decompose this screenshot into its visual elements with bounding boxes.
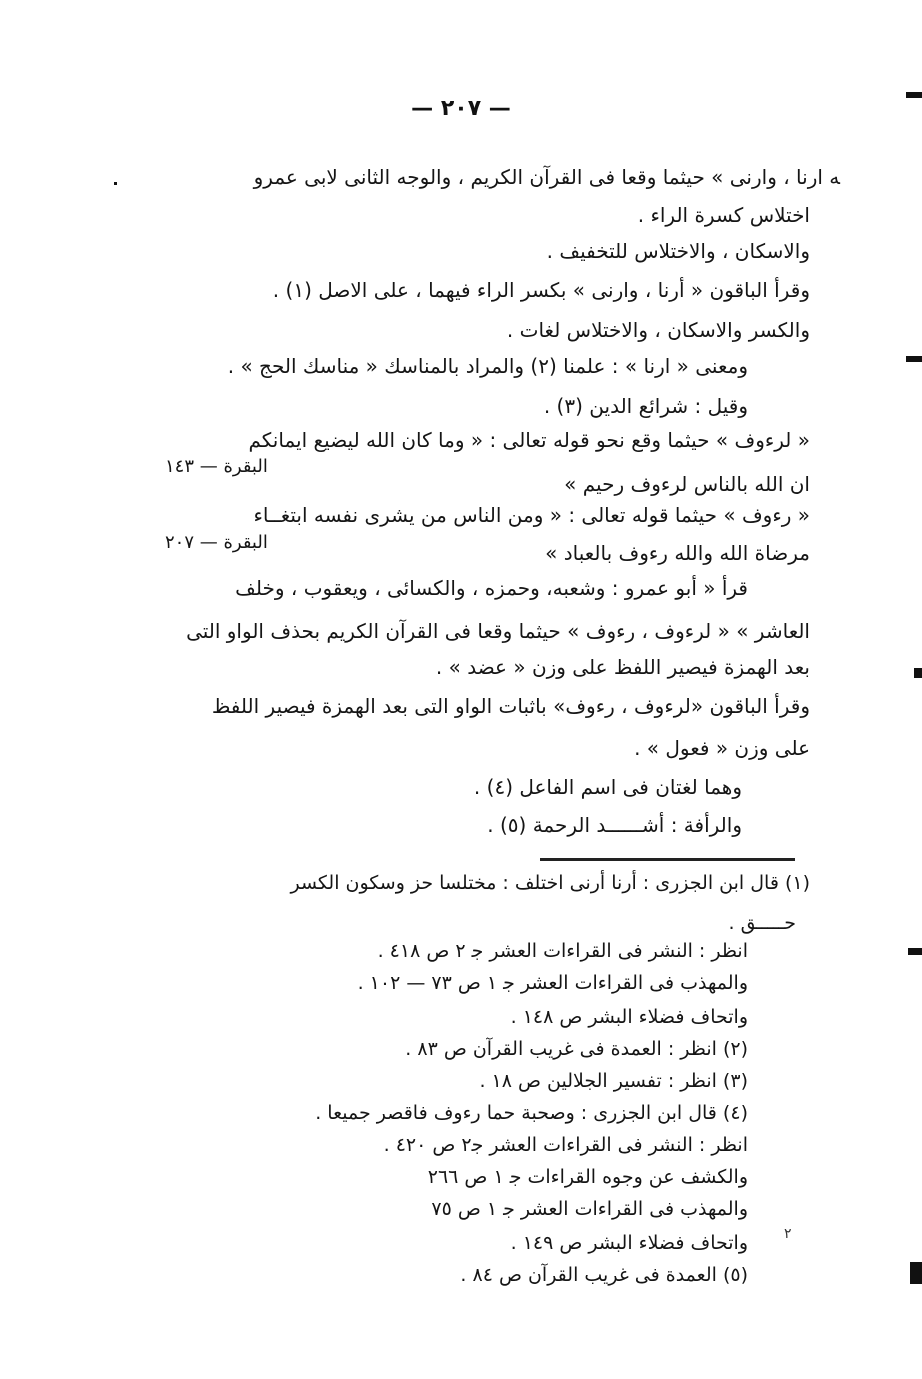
footnote-line: انظر : النشر فى القراءات العشر ﺟ ٢ ص ٤١٨ . [377, 940, 748, 962]
body-line: مرضاة الله والله رءوف بالعباد » [545, 541, 810, 565]
body-line: وقيل : شرائع الدين (٣) . [543, 394, 748, 418]
body-line: وقرأ الباقون « أرنا ، وارنى » بكسر الراء فيهما ، على الاصل (١) . [272, 278, 810, 302]
body-line: والكسر والاسكان ، والاختلاس لغات . [506, 318, 810, 342]
body-line: وقرأ الباقون «لرءوف ، رءوف» باثبات الواو التى بعد الهمزة فيصير اللفظ [211, 694, 810, 718]
body-line: « لرءوف » حيثما وقع نحو قوله تعالى : « وما كان الله ليضيع ايمانكم [248, 428, 810, 452]
body-line: بعد الهمزة فيصير اللفظ على وزن « عضد » . [435, 655, 810, 679]
body-line: على وزن « فعول » . [634, 736, 810, 760]
scan-speck [114, 182, 117, 185]
footnote-line: (٤) قال ابن الجزرى : وصحبة حما رءوف فاقصر جميعا . [315, 1102, 748, 1124]
body-line: « رءوف » حيثما قوله تعالى : « ومن الناس من يشرى نفسه ابتغــاء [253, 503, 810, 527]
scan-edge-mark [906, 92, 922, 98]
scan-edge-mark [914, 668, 922, 678]
scan-edge-mark [908, 948, 922, 955]
body-line: قرأ « أبو عمرو : وشعبه، وحمزه ، والكسائى ، ويعقوب ، وخلف [235, 576, 748, 600]
footnote-line: حـــــق . [728, 912, 796, 934]
footnote-line: (٢) انظر : العمدة فى غريب القرآن ص ٨٣ . [405, 1038, 748, 1060]
body-line: وهما لغتان فى اسم الفاعل (٤) . [473, 775, 742, 799]
body-line: والاسكان ، والاختلاس للتخفيف . [546, 239, 810, 263]
body-line: العاشر » « لرءوف ، رءوف » حيثما وقعا فى القرآن الكريم بحذف الواو التى [186, 619, 810, 643]
footnote-line: والكشف عن وجوه القراءات ﺟ ١ ص ٢٦٦ [427, 1166, 748, 1188]
footnote-separator [540, 858, 795, 861]
page-number: — ٢٠٧ — [411, 96, 511, 121]
footnote-line: والمهذب فى القراءات العشر ﺟ ١ ص ٧٣ — ١٠٢ . [357, 972, 748, 994]
scan-edge-mark [906, 356, 922, 362]
footnote-line: انظر : النشر فى القراءات العشر ﺟ٢ ص ٤٢٠ . [383, 1134, 748, 1156]
footnote-line: (٥) العمدة فى غريب القرآن ص ٨٤ . [460, 1264, 748, 1286]
body-line: ﻪ ارنا ، وارنى » حيثما وقعا فى القرآن الكريم ، والوجه الثانى لابى عمرو [253, 165, 840, 189]
scan-edge-mark [910, 1262, 922, 1284]
body-line: ان الله بالناس لرءوف رحيم » [564, 472, 810, 496]
footnote-line: (١) قال ابن الجزرى : أرنا أرنى اختلف : مختلسا حز وسكون الكسر [290, 872, 810, 894]
body-line: اختلاس كسرة الراء . [637, 203, 810, 227]
footnote-line: واتحاف فضلاء البشر ص ١٤٩ . [510, 1232, 748, 1254]
footnote-line: والمهذب فى القراءات العشر ﺟ ١ ص ٧٥ [431, 1198, 748, 1220]
sura-reference: البقرة — ٢٠٧ [165, 532, 268, 553]
sura-reference: البقرة — ١٤٣ [165, 456, 268, 477]
footnote-line: (٣) انظر : تفسير الجلالين ص ١٨ . [479, 1070, 748, 1092]
body-line: والرأفة : أشــــــد الرحمة (٥) . [487, 813, 742, 837]
margin-mark: ٢ [784, 1226, 792, 1242]
body-line: ومعنى « ارنا » : علمنا (٢) والمراد بالمناسك « مناسك الحج » . [227, 354, 748, 378]
footnote-line: واتحاف فضلاء البشر ص ١٤٨ . [510, 1006, 748, 1028]
